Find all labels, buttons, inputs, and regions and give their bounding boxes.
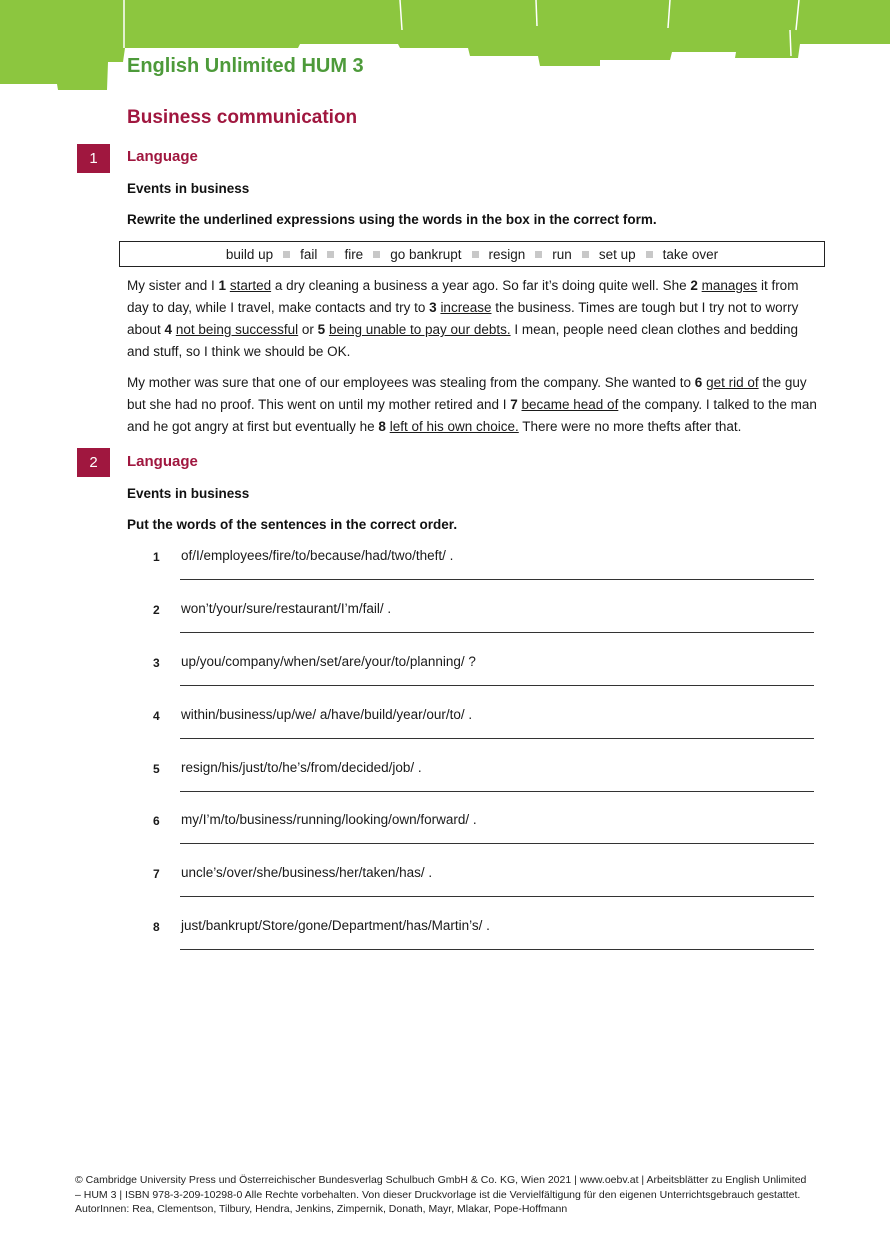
paragraph-text: My sister and I [127,278,219,293]
page-title: Business communication [127,107,358,128]
item-scrambled-words: up/you/company/when/set/are/your/to/planning/ ? [181,654,476,669]
word-box-item: fire [344,246,364,262]
section-2-heading: Language [127,453,198,470]
exercise-item [153,865,815,918]
section-1-heading: Language [127,148,198,165]
underlined-expression: get rid of [706,375,759,390]
item-scrambled-words: my/I’m/to/business/running/looking/own/forward/ . [181,812,477,827]
header-band [0,0,890,100]
item-number: 8 [153,920,160,934]
word-separator [535,251,542,258]
paragraph-text: My mother was sure that one of our employees was stealing from the company. She wanted to [127,375,695,390]
paragraph-text: a dry cleaning a business a year ago. So far it’s doing quite well. She [271,278,691,293]
underlined-expression: left of his own choice. [389,419,519,434]
underlined-expression: manages [701,278,758,293]
exercise-item [153,654,815,707]
paragraph-text: the guy but she had no proof. This went on until my mother retired and I [127,375,807,412]
word-box-item: go bankrupt [390,246,462,262]
exercise-item [153,601,815,654]
item-scrambled-words: just/bankrupt/Store/gone/Department/has/Martin’s/ . [181,918,490,933]
gap-number: 4 [164,322,173,337]
underlined-expression: started [229,278,272,293]
item-number: 7 [153,867,160,881]
footer-copyright: © Cambridge University Press und Österreichischer Bundesverlag Schulbuch GmbH & Co. KG, Wien 2021 | www.oebv.at | Arbeitsblätter zu English Unlimited – HUM 3 | ISBN 978-3-209-10298-0 Alle Rechte vorbehalten. Von dieser Druckvorlage ist die Vervielfältigung für den eigenen Unterrichtsgebrauch gestattet. [75,1174,807,1201]
paragraph-text: There were no more thefts after that. [518,419,742,434]
section-2-number: 2 [77,448,110,477]
exercise-item [153,707,815,760]
gap-number: 7 [510,397,518,412]
paragraph-text: the company. I talked to the man and he got angry at first but eventually he [127,397,817,434]
word-box-item: resign [488,246,526,262]
exercise-item [153,760,815,813]
item-scrambled-words: resign/his/just/to/he’s/from/decided/job/ . [181,760,422,775]
item-number: 5 [153,762,160,776]
paragraph-text: I mean, people need clean clothes and bedding and stuff, so I think we should be OK. [127,322,799,359]
footer [75,1173,815,1217]
word-box-item: take over [662,246,719,262]
word-separator [472,251,479,258]
underlined-expression: increase [440,300,492,315]
exercise-1-paragraph-2 [127,372,817,438]
section-1-number: 1 [77,144,110,173]
answer-line[interactable] [180,579,814,580]
gap-number: 2 [690,278,698,293]
answer-line[interactable] [180,843,814,844]
section-1-subheading: Events in business [127,181,250,196]
brand-title: English Unlimited HUM 3 [127,55,364,77]
word-box-item: set up [598,246,636,262]
word-box [119,241,825,267]
underlined-expression: being unable to pay our debts. [328,322,511,337]
footer-authors: AutorInnen: Rea, Clementson, Tilbury, Hendra, Jenkins, Zimpernik, Donath, Mayr, Mlakar, Pope-Hoffmann [75,1203,568,1215]
section-2-instruction: Put the words of the sentences in the correct order. [127,517,458,532]
answer-line[interactable] [180,685,814,686]
gap-number: 5 [317,322,326,337]
word-separator [646,251,653,258]
item-number: 6 [153,814,160,828]
answer-line[interactable] [180,738,814,739]
gap-number: 1 [218,278,227,293]
gap-number: 3 [429,300,437,315]
item-number: 4 [153,709,160,723]
item-scrambled-words: within/business/up/we/ a/have/build/year/our/to/ . [181,707,473,722]
paragraph-text: or [298,322,318,337]
word-separator [283,251,290,258]
section-2-subheading: Events in business [127,486,250,501]
exercise-1-paragraph-1 [127,275,817,363]
item-scrambled-words: of/I/employees/fire/to/because/had/two/theft/ . [181,548,454,563]
word-box-item: run [552,246,572,262]
underlined-expression: not being successful [175,322,299,337]
underlined-expression: became head of [521,397,619,412]
paragraph-text: the business. Times are tough but I try not to worry about [127,300,799,337]
item-scrambled-words: uncle’s/over/she/business/her/taken/has/ . [181,865,433,880]
word-separator [327,251,334,258]
item-scrambled-words: won’t/your/sure/restaurant/I’m/fail/ . [181,601,392,616]
word-separator [582,251,589,258]
word-separator [373,251,380,258]
section-1-instruction: Rewrite the underlined expressions using the words in the box in the correct form. [127,212,657,227]
answer-line[interactable] [180,791,814,792]
item-number: 3 [153,656,160,670]
item-number: 2 [153,603,160,617]
gap-number: 6 [694,375,703,390]
answer-line[interactable] [180,896,814,897]
item-number: 1 [153,550,160,564]
paragraph-text: it from day to day, while I travel, make contacts and try to [127,278,799,315]
answer-line[interactable] [180,949,814,950]
exercise-item [153,548,815,601]
answer-line[interactable] [180,632,814,633]
gap-number: 8 [378,419,386,434]
exercise-item [153,812,815,865]
word-box-item: fail [300,246,318,262]
exercise-item [153,918,815,971]
word-box-item: build up [225,246,274,262]
